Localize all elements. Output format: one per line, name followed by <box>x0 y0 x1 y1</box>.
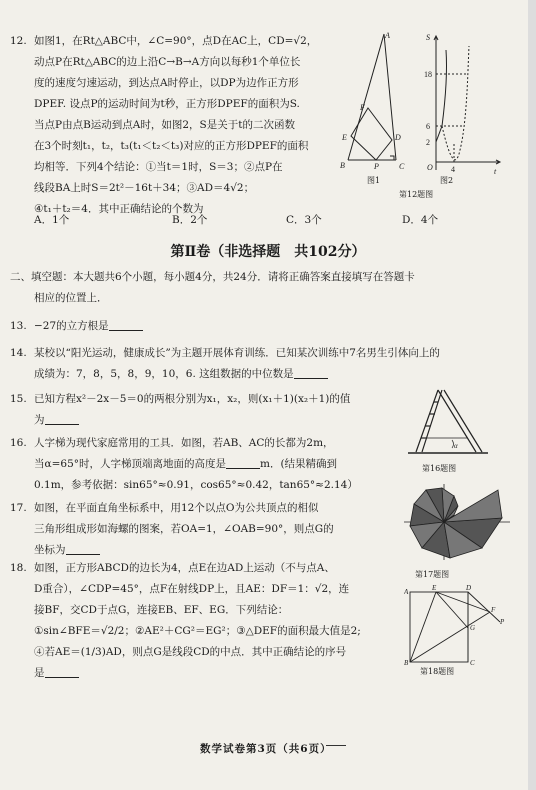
q16-figure-caption: 第16题图 <box>422 464 457 473</box>
label-f: F <box>491 606 496 614</box>
label-c: C <box>399 162 405 171</box>
question-15 <box>10 389 410 431</box>
label-a: A <box>385 31 390 40</box>
question-17 <box>10 498 405 561</box>
question-18 <box>10 558 410 684</box>
label-e: E <box>342 133 347 142</box>
tick-2: 2 <box>426 138 430 147</box>
question-16 <box>10 433 405 496</box>
label-d: D <box>466 584 472 592</box>
text-line: 为 <box>34 414 45 426</box>
question-text <box>34 498 334 561</box>
axis-t: t <box>494 167 497 176</box>
tick-4: 4 <box>451 165 455 174</box>
text-line: 如图1，在Rt△ABC中，∠C=90°，点D在AC上，CD=√2， <box>34 35 318 47</box>
text-line: 度的速度匀速运动，到达点A时停止，以DP为边作正方形 <box>34 77 299 89</box>
text-line: 动点P在Rt△ABC的边上沿C→B→A方向以每秒1个单位长 <box>34 56 301 68</box>
label-g: G <box>470 624 476 632</box>
answer-blank[interactable] <box>226 456 260 469</box>
question-number: 17. <box>10 502 27 514</box>
text-line: 接BF，交CD于点G，连接EB、EF、EG．下列结论： <box>34 604 289 616</box>
text-line: ④若AE＝(1/3)AD，则点G是线段CD的中点．其中正确结论的序号 <box>34 646 347 658</box>
text-line: 是 <box>34 667 45 679</box>
tick-18: 18 <box>424 70 432 79</box>
footer-mark <box>326 745 346 746</box>
text-line: 当α=65°时，人字梯顶端离地面的高度是 <box>34 458 226 470</box>
text-line: 已知方程x²－2x－5＝0的两根分别为x₁，x₂，则(x₁＋1)(x₂＋1)的值 <box>34 393 351 405</box>
question-number: 15. <box>10 393 27 405</box>
q12-figure-2 <box>424 30 504 180</box>
text-line: 某校以“阳光运动，健康成长”为主题开展体育训练．已知某次训练中7名男生引体向上的 <box>34 347 440 359</box>
question-14 <box>10 343 520 385</box>
text-line: 相应的位置上． <box>34 292 108 304</box>
question-text <box>34 316 143 337</box>
q18-square-figure <box>404 584 514 666</box>
q12-choices <box>34 212 439 228</box>
q12-fig1-caption: 图1 <box>367 176 381 185</box>
text-line: D重合），∠CDP=45°，点F在射线DP上，且AE：DF＝1：√2，连 <box>34 583 350 595</box>
choice-c: C．3个 <box>286 214 322 226</box>
q12-fig2-caption: 图2 <box>440 176 454 185</box>
q12-figure-caption: 第12题图 <box>399 190 434 199</box>
origin-o: O <box>427 163 433 172</box>
answer-blank[interactable] <box>109 318 143 331</box>
answer-blank[interactable] <box>45 412 79 425</box>
text-line: 坐标为 <box>34 544 66 556</box>
answer-blank[interactable] <box>294 366 328 379</box>
label-p: P <box>500 618 505 626</box>
choice-d: D．4个 <box>402 214 439 226</box>
label-d: D <box>395 133 401 142</box>
label-a: A <box>404 588 409 596</box>
label-f: F <box>360 103 365 112</box>
question-13 <box>10 316 310 337</box>
label-c: C <box>470 659 475 666</box>
text-line: 在3个时刻t₁，t₂，t₃(t₁＜t₂＜t₃)对应的正方形DPEF的面积 <box>34 140 309 152</box>
question-text <box>34 343 440 385</box>
question-12 <box>10 31 370 221</box>
label-e: E <box>432 584 437 592</box>
question-text <box>34 433 358 496</box>
text-line: ①sin∠BFE＝√2/2；②AE²＋CG²＝EG²；③△DEF的面积最大值是2; <box>34 625 361 637</box>
text-line: m．(结果精确到 <box>260 458 338 470</box>
axis-s: S <box>426 33 430 42</box>
text-line: 均相等．下列4个结论：①当t＝1时，S＝3；②点P在 <box>34 161 283 173</box>
question-text <box>34 31 317 220</box>
page-footer: 数学试卷第3页（共6页） <box>200 743 332 755</box>
answer-blank[interactable] <box>45 665 79 678</box>
q17-spiral-figure <box>402 482 512 562</box>
q17-figure-caption: 第17题图 <box>415 570 450 579</box>
label-b: B <box>340 161 345 170</box>
text-line: 当点P由点B运动到点A时，如图2，S是关于t的二次函数 <box>34 119 295 131</box>
label-p: P <box>374 162 379 171</box>
text-line: 0.1m，参考依据：sin65°≈0.91，cos65°≈0.42，tan65°≈2.14） <box>34 479 358 491</box>
text-line: DPEF. 设点P的运动时间为t秒，正方形DPEF的面积为S. <box>34 98 300 110</box>
section-title: 第Ⅱ卷（非选择题 共102分） <box>170 244 366 260</box>
label-b: B <box>404 659 409 666</box>
q12-figure-1 <box>338 28 418 180</box>
question-number: 16. <box>10 437 27 449</box>
text-line: 如图，在平面直角坐标系中，用12个以点O为公共顶点的相似 <box>34 502 319 514</box>
text-line: 人字梯为现代家庭常用的工具．如图，若AB、AC的长都为2m， <box>34 437 334 449</box>
text-line: 三角形组成形如海螺的图案，若OA=1，∠OAB=90°，则点G的 <box>34 523 334 535</box>
q16-ladder-figure <box>408 386 488 458</box>
tick-6: 6 <box>426 122 430 131</box>
alpha-label: α <box>454 442 458 450</box>
choice-a: A．1个 <box>34 214 70 226</box>
section-intro <box>10 267 520 311</box>
page-edge <box>528 0 536 790</box>
text-line: 成绩为：7，8，5，8，9，10，6. 这组数据的中位数是 <box>34 368 294 380</box>
choice-b: B．2个 <box>172 214 208 226</box>
question-number: 14. <box>10 347 27 359</box>
question-text <box>34 389 350 431</box>
question-text <box>34 558 361 684</box>
q18-figure-caption: 第18题图 <box>420 667 455 676</box>
answer-blank[interactable] <box>66 542 100 555</box>
text-line: 如图，正方形ABCD的边长为4，点E在边AD上运动（不与点A、 <box>34 562 335 574</box>
question-number: 13. <box>10 320 27 332</box>
text-line: 二、填空题：本大题共6个小题，每小题4分，共24分．请将正确答案直接填写在答题卡 <box>10 271 415 283</box>
question-number: 12. <box>10 35 27 47</box>
text-line: 线段BA上时S＝2t²－16t＋34；③AD＝4√2； <box>34 182 255 194</box>
question-number: 18. <box>10 562 27 574</box>
text-line: ④t₁＋t₂＝4．其中正确结论的个数为 <box>34 203 204 215</box>
text-line: −27的立方根是 <box>34 320 109 332</box>
